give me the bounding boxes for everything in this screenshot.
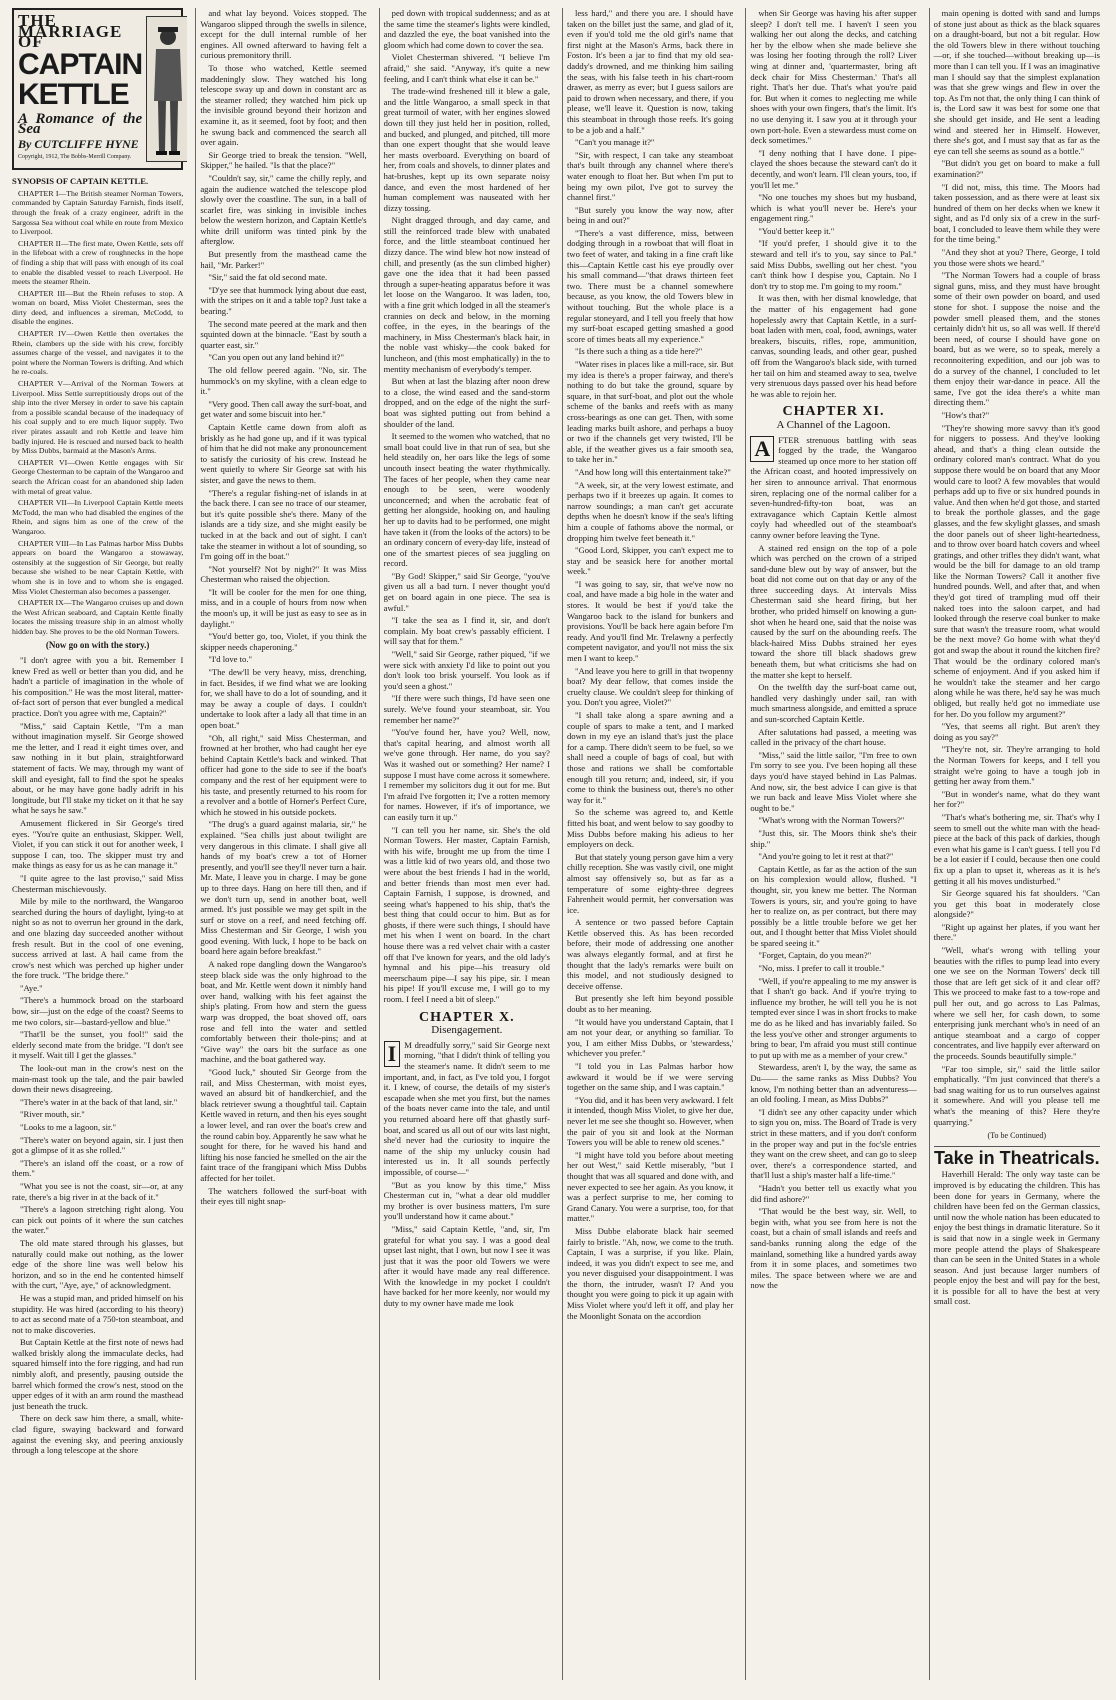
story-paragraph: "Is there such a thing as a tide here?": [574, 346, 703, 357]
story-paragraph: "It would have you understand Captain, that I am not your dear, or anything so familiar. To you, I am either Miss Dubbs, or 'stewardess,' whichever you prefer.": [566, 1016, 734, 1059]
story-paragraph: "I quite agree to the last proviso," said Miss Chesterman mischievously.: [12, 872, 184, 894]
story-paragraph: "Well, what's wrong with telling your beauties with the rifles to pump lead into every one we see on the Norman Towers' deck till those that are left get sick of it and clear off? This we proceed to make fast to a tow-rope and pull her out, and go across to Las Palmas, where we sell her, for cash down, to some enterprising junk merchant who's in need of an antique steamboat and a cargo of copper concentrates, and live happily ever afterward on the proceeds. Sounds beautifully simple.": [933, 945, 1100, 1061]
story-column-1: [12, 655, 183, 1456]
drop-cap: A: [750, 436, 774, 462]
story-paragraph: "Good luck," shouted Sir George from the rail, and Miss Chesterman, with moist eyes, waved an absurd bit of handkerchief, and the black retriever swung a thoughtful tail. Captain Kettle waved in return, and then his eyes sought a lower level, and ran over the boat's crew and the round cabin boy. Apparently he saw what he sought for there, for he waved his hand and lifting his nose fancied he smelled on the air the faint trace of the frangipani which Miss Dubbs affected for her toilet.: [200, 1067, 367, 1183]
story-paragraph: "I'd love to.": [208, 654, 252, 665]
story-paragraph: when Sir George was having his after supper sleep? I don't tell me. I haven't I seen you walking her out along the decks, and catching her by the elbow when she made believe she was losing her footing through the roll? Liver wing at dinner and, 'quartermaster, bring aft deck chair for Miss Chesterman.' That's all right. That's her due. That's what you're paid for. But when it comes to neglecting me while shoes with your own fingers, that's the limit. It's no use denying it. I saw you at it through your own port-hole. Even a stewardess must come on deck sometimes.": [750, 8, 917, 146]
masthead-subtitle: A Romance of the Sea: [18, 110, 143, 138]
sailor-illustration: [146, 16, 187, 162]
story-paragraph: "Just this, sir. The Moors think she's their ship.": [750, 827, 917, 849]
story-paragraph: "Looks to me a lagoon, sir.": [20, 1122, 117, 1132]
story-paragraph: "And leave you here to grill in that twopenny boat? My dear fellow, that comes inside the cruelty clause. We couldn't sleep for thinking of you. Don't you agree, Violet?": [566, 665, 734, 708]
story-paragraph: Captain Kettle, as far as the action of the sun on his complexion would allow, flushed. "I thought, sir, you knew me better. The Norman Towers is yours, sir, and you're going to have her to realize on, as per contract, but there may possibly be a little trouble before we get her out, and I thought better that Miss Violet should be spared seeing it.": [750, 863, 917, 948]
story-paragraph: "They're not, sir. They're arranging to hold the Norman Towers for keeps, and I tell you straight we're going to have a tough job in getting her away from them.": [933, 744, 1100, 787]
story-paragraph: "If there were such things, I'd have seen one surely. We've found your steamboat, sir. You remember her name?": [383, 693, 550, 725]
story-paragraph: M dreadfully sorry," said Sir George next morning, "that I didn't think of telling you the steamer's name. It didn't seem to me important, and, in fact, as I've told you, I forgot it. I knew, of course, the details of my sister's escapade when she met you first, but the names of the boats never came into the tale, and until you returned aboard here off that ghastly surf-boat, and scared us all out of our wits last night, she'd never had the curiosity to inquire the name of the ship my unlucky cousin had interested us in. It all sounds perfectly impossible, of course—": [383, 1039, 550, 1177]
story-paragraph: "And they shot at you? There, George, I told you those were shots we heard.": [933, 247, 1100, 268]
story-paragraph: main opening is dotted with sand and lumps of stone just about as thick as the black squares on a draught-board, but not a bit regular. How the old Towers blew in there without touching—or, if she touched—without breaking up—is more than I can tell you. If I was an imaginative man I should say that the simplest explanation was that she grew wings and flew in over the top. As I'm not that, the only thing I can think of is, the Lord saw it was best for some one that she should get inside, and He sent a leading wind and steered her in Himself. However, there she's got, and I must say that as far as the eye can tell she seems as sound as a bottle.": [933, 8, 1100, 156]
story-paragraph: "The drug's a guard against malaria, sir," he explained. "Sea chills just about twilight are very dangerous in this climate. I shall give all hands of my boat's crew a tot of Horner presently, and you'll see they'll never turn a hair. Mr. Mate, I leave you in charge. I may be gone up to three days. Hang on here till then, and if we don't turn up, send in another boat, well armed. It's just possible we may get spilt in the surf or stove on a reef, and need fetching off. Miss Chesterman and Sir George, I wish you good evening. With luck, I hope to be back on board here again before breakfast.": [200, 819, 367, 957]
story-paragraph: On the twelfth day the surf-boat came out, handled very dashingly under sail, ran with much smartness alongside, and emitted a spruce and sun-scorched Captain Kettle.: [750, 682, 917, 724]
synopsis-paragraph: CHAPTER IX—The Wangaroo cruises up and down the West African seaboard, and Captain Kettle finally locates the missing treasure ship in an almost wholly hidden bay. She proves to be the old Norman Towers.: [12, 598, 184, 636]
chapter-10-subtitle: Disengagement.: [431, 1024, 503, 1037]
divider: [934, 1146, 1100, 1147]
story-paragraph: Stewardess, aren't I, by the way, the same as Du—— the same ranks as Miss Dubbs? You know, I'm nothing better than an adventuress—an old fooling. I mean, as Miss Dubbs?": [750, 1062, 917, 1105]
story-paragraph: "Very good. Then call away the surf-boat, and get water and some biscuit into her.": [200, 398, 367, 420]
drop-cap: I: [384, 1041, 401, 1067]
story-paragraph: "I didn't see any other capacity under which to sign you on, miss. The Board of Trade is very strict in these matters, and if you don't conform in the proper way and put in the foc'sle entries they want on the crew sheet, and can go to sleep over, there's a correspondence started, and that'll lust a ship's master half a life-time.": [750, 1106, 917, 1181]
story-paragraph: "There's water on beyond again, sir. I just then got a glimpse of it as she rolled.": [12, 1134, 184, 1156]
synopsis-paragraph: CHAPTER IV—Owen Kettle then overtakes the Rhein, clambers up the side with his crew, forcibly assumes charge of the vessel, and navigates it to the point where the Norman Towers is drifting. And which he re-coals.: [12, 329, 184, 377]
column-1: [12, 8, 187, 1680]
synopsis: [12, 176, 183, 651]
story-paragraph: The watchers followed the surf-boat with their eyes till night snap-: [200, 1185, 367, 1207]
story-paragraph: "But didn't you get on board to make a full examination?": [933, 158, 1100, 179]
story-paragraph: Captain Kettle came down from aloft as briskly as he had gone up, and if it was typical of him that he did not make any pronouncement to satisfy the curiosity of his crew. Instead he went quietly to where Sir George sat with his sister, and gave the news to them.: [200, 421, 367, 485]
column-4: [562, 8, 737, 1680]
story-paragraph: The old mate stared through his glasses, but naturally could make out nothing, as the lower edge of the shore line was well below his horizon, and so in the end he contented himself with the curt, "Aye, aye," of acknowledgment.: [12, 1237, 184, 1291]
story-paragraph: "Aye.": [20, 982, 43, 993]
story-paragraph: "Can't you manage it?": [574, 137, 655, 148]
story-paragraph: But Captain Kettle at the first note of news had walked briskly along the immaculate decks, had squared himself into the fore rigging, and had run nimbly aloft, and presently, pausing outside the barrel which formed the crow's nest, stood on the upper edges of it with an arm round the masthead just beneath the truck.: [12, 1337, 184, 1411]
columns: [12, 8, 1104, 1680]
story-paragraph: "Water rises in places like a mill-race, sir. But my idea is there's a proper fairway, and there's nothing to do but take the ground, square by square, in that surf-boat, and plot out the whole scheme of the banks and reefs with as many cross-bearings as one can get. Then, with some leading marks built ashore, and perhaps a buoy or two if the channels get very twisted, I'll be able, if the weather gives us a fair smooth sea, to take her in.": [566, 359, 734, 465]
story-paragraph: FTER strenuous battling with seas fogged by the trade, the Wangaroo steamed up once more to her station off the African coast, and hooted impressively on her siren to announce arrival. That enormous siren, replacing one of the normal caliber for a seven-hundred-fifty-ton boat, was an extravagance which Captain Kettle almost coyly had wheedled out of the steamboat's canny owner before leaving the Tyne.: [750, 434, 917, 540]
story-paragraph: "Not yourself? Not by night?" It was Miss Chesterman who raised the objection.: [200, 563, 367, 585]
story-paragraph: "I was going to say, sir, that we've now no coal, and have made a big hole in the water and stores. It would be best if you'd take the Wangaroo back to the island for bunkers and provisions. You'll be back here again before I'm ready. And you'll find Mr. Trelawny a perfectly competent navigator, and you'll not miss the six men I want to keep.": [566, 578, 734, 664]
story-paragraph: "But in wonder's name, what do they want her for?": [933, 788, 1100, 810]
synopsis-paragraph: CHAPTER VII—In Liverpool Captain Kettle meets McTodd, the man who had disabled the engines of the Rhein, and signs him as one of the crew of the Wangaroo.: [12, 498, 184, 536]
story-paragraph: "What's wrong with the Norman Towers?": [758, 815, 905, 826]
synopsis-paragraph: CHAPTER VI—Owen Kettle engages with Sir George Chesterman to be captain of the Wangaroo and search the African coast for an abandoned ship laden with metal of great value.: [12, 457, 184, 496]
theatricals-heading: Take in Theatricals.: [933, 1147, 1100, 1168]
story-paragraph: The second mate peered at the mark and then squinted down at the binnacle. "East by south a quarter east, sir.": [200, 318, 367, 350]
story-paragraph: and what lay beyond. Voices stopped. The Wangaroo slipped through the swells in silence, except for the dull internal rumble of her engines. All owned afterward to having felt a curious premonitory thrill.: [200, 8, 367, 61]
story-paragraph: But presently she left him beyond possible doubt as to her meaning.: [566, 993, 734, 1015]
story-paragraph: But when at last the blazing after noon drew to a close, the wind eased and the sand-storm dropped, and on the edge of the night the surf-boat was sighted putting out from behind a shoulder of the land.: [383, 376, 550, 429]
synopsis-paragraph: CHAPTER III—But the Rhein refuses to stop. A woman on board, Miss Violet Chesterman, sees the dirty deed, and influences a sireman, McCodd, to disable the engines.: [12, 288, 184, 327]
story-paragraph: He was a stupid man, and prided himself on his stupidity. He was hired (according to his theory) to act as second mate of a 750-ton steamboat, and not to make discoveries.: [12, 1292, 184, 1335]
story-paragraph: "That's what's bothering me, sir. That's why I seem to smell out the white man with the head-piece at the back of this pack of darkies, though even what his game is I can't guess. I tell you I'd be a lot easier if I could, because then one could fix up a plan to upset it, whereas as it is he's getting it all his moves undisturbed.": [933, 811, 1100, 886]
story-paragraph: "You'd better go, too, Violet, if you think the skipper needs chaperoning.": [200, 631, 367, 652]
story-paragraph: Amusement flickered in Sir George's tired eyes. "You're quite an enthusiast, Skipper. Well, Violet, if you can stick it out for another week, I suppose I can, too. The skipper must try and make things as easy for us as he can manage it.": [12, 817, 184, 871]
newspaper-page: [12, 8, 1104, 1680]
story-paragraph: "Hadn't you better tell us exactly what you did find ashore?": [750, 1182, 917, 1204]
story-paragraph: A naked rope dangling down the Wangaroo's steep black side was the only highroad to the boat, and Mr. Kettle went down it nimbly hand over hand, walking with his feet against the ship's plating. From how and stern the guess warp was dropped, the boat shoved off, oars rose and fell into the water and settled comfortably between their thole-pins; and at "Give way" the oars bit the surface as one machine, and the boat gathered way.: [200, 959, 367, 1065]
masthead-author: By CUTCLIFFE HYNE: [18, 136, 139, 151]
story-paragraph: "Yes, that seems all right. But aren't they doing as you say?": [933, 721, 1100, 742]
chapter-10-title: CHAPTER X.: [419, 1009, 515, 1025]
story-paragraph: "I told you in Las Palmas harbor how awkward it would be if we were serving together on the same ship, and I was captain.": [566, 1061, 734, 1093]
story-paragraph: "Oh, all right," said Miss Chesterman, and frowned at her brother, who had caught her eye behind Captain Kettle's back and winked. That officer had gone to the side to see if the boat's company and the rest of her equipment were to his taste, and presently returned to his room for a revolver and a bottle of Horner's Perfect Cure, which he stowed in his outside pockets.: [200, 732, 367, 817]
synopsis-paragraph: CHAPTER V—Arrival of the Norman Towers at Liverpool. Miss Settle surreptitiously drops out of the ship into the river Mersey in order to save his captain from a possible scandal because of the inadequacy of his coal supply and to ere much liquor supply. Two river pirates assault and rob Kettle and leave him badly injured. He is rescued and nursed back to health by Miss Dubbs, barmaid at the Mason's Arms.: [12, 379, 184, 456]
synopsis-paragraph: CHAPTER II—The first mate, Owen Kettle, sets off in the lifeboat with a crew of roughnecks in the hope of finding a ship that will pass with enough of its coal to enable the disabled vessel to reach Liverpool. He meets the steamer Rhein.: [12, 238, 184, 287]
column-2: [195, 8, 370, 1680]
story-paragraph: "No, miss. I prefer to call it trouble.": [758, 963, 885, 974]
story-paragraph: "Well," said Sir George, rather piqued, "if we were sick with anxiety I'd like to point out you don't look too brisk yourself. You look as if you'd seen a ghost.": [383, 649, 550, 691]
story-paragraph: "That would be the best way, sir. Well, to begin with, what you see from here is not the coast, but a chain of small islands and reefs and sand-banks running along the edge of the mainland, something like a hundred yards away from it in some places, and sometimes two miles. The space between where we are and now the: [750, 1206, 917, 1291]
story-paragraph: After salutations had passed, a meeting was called in the privacy of the chart house.: [750, 726, 917, 748]
story-paragraph: "Can you open out any land behind it?": [208, 352, 344, 363]
story-paragraph: To those who watched, Kettle seemed maddeningly slow. They watched his long telescope sway up and down in constant arc as the steamer rolled; they watched him pick up the invisible ground beyond their horizon and examine it, as it seemed, foot by foot; and then he swung back and commenced the search all over again.: [200, 62, 367, 148]
story-paragraph: It seemed to the women who watched, that no small boat could live in that run of sea, but she held steadily on, her oars like the legs of some uncouth insect beating the water rhythmically. The faces of her people, when they came near enough to be seen, were woodenly unconcerned; and when the acrobatic feat of getting her alongside, hooking on, and hauling her up to davits had to be performed, one might have taken it (from the looks of the actors) to be an ordinary concern of every-day life, instead of one of the smartest pieces of sea juggling on record.: [383, 431, 550, 569]
story-paragraph: "It will be cooler for the men for one thing, miss, and in a couple of hours from now when the moon's up, it will be just as easy to see as in daylight.": [200, 586, 367, 629]
story-paragraph: "There's a regular fishing-net of islands in at the back there. I can see no trace of our steamer, but it's quite possible she's there. Many of the islands are a tidy size, and she might easily be tucked in at the back and out of sight. I can't take the steamer in without a lot of sounding, so I'm going off in the boat.": [200, 487, 367, 562]
story-paragraph: "I don't agree with you a bit. Remember I knew Fred as well or better than you did, and he hadn't a particle of imagination in the whole of his composition." He was the most literal, matter-of-fact sort of person that ever bungled a medical practice. Don't you agree with me, Captain?": [12, 655, 184, 719]
story-paragraph: "I shall take along a spare awning and a couple of spars to make a tent, and I marked down in my eye an island that's just the place for a camp. There didn't seem to be fuel, so we shall need a couple of bags of coal, but with those and rations we shall be comfortable enough till you return; and, indeed, sir, if you come to think the business out, there's no other way for it.": [566, 710, 734, 805]
story-paragraph: "There's a lagoon stretching right along. You can pick out points of it where the sun catches the water.": [12, 1204, 184, 1236]
story-paragraph: "Forget, Captain, do you mean?": [758, 950, 872, 961]
story-paragraph: Miss Dubbe elaborate black hair seemed fairly to bristle. "Ah, now, we come to the truth. Captain, I was a surprise, if you like. Plain, indeed, it was you didn't expect to see me, and you never disguised your disappointment. I was the thorn, the intruder, wasn't I? And you thought you were going to pick it up again with Miss Violet where you'd left it off, and play her the Moonlight Sonata on the accordion: [566, 1225, 734, 1321]
story-paragraph: So the scheme was agreed to, and Kettle fitted his boat, and went below to say goodby to Miss Dubbs before making his adieus to her employers on deck.: [566, 807, 734, 850]
column-6: [929, 8, 1104, 1680]
story-paragraph: "No one touches my shoes but my husband, which is what you'll never be. Here's your engagement ring.": [750, 192, 917, 224]
theatricals-text: Haverhill Herald: The only way taste can be improved is by educating the children. This has been done for years in Germany, where the children have been fed on the German classics, until now the whole nation has been educated to enjoy the best things in dramatic literature. So it is said that now in a single week in Germany more people attend the plays of Shakespeare than can be seen in the United States in a whole season. And just because larger numbers of people enjoy the best and will pay for the best, it is possible for all to have the best at very small cost.: [933, 1169, 1100, 1307]
story-paragraph: "How's that?": [941, 409, 990, 420]
story-paragraph: "But as you know by this time," Miss Chesterman cut in, "what a dear old muddler my brother is over business matters, I'm sure you'll understand how it came about.": [383, 1179, 550, 1222]
masthead-text: [18, 11, 143, 162]
story-paragraph: "Miss," said Captain Kettle, "I'm a man without imagination myself. Sir George showed me the letter, and I read it eight times over, and saw nothing in it but plain, straightforward statement of facts. We may, through my want of skill and eyesight, fall to find the spot he speaks about, or he may have gone badly adrift in his longitude, but I'll stake my ticket on it that he say what he says he saw.": [12, 720, 184, 816]
story-paragraph: But presently from the masthead came the hail, "Mr. Parker!": [200, 249, 367, 270]
masthead-copyright: Copyright, 1912, The Bobbs-Merrill Company.: [18, 153, 132, 160]
story-paragraph: "A week, sir, at the very lowest estimate, and perhaps two if it breezes up again. It comes to narrow soundings; a man can't get accurate depths when he doesn't know if the sea's lifting him a couple of fathoms above the normal, or dropping him twelve feet beneath it.": [566, 479, 734, 543]
story-paragraph: "But surely you know the way now, after being in and out?": [566, 204, 734, 226]
story-paragraph: "I deny nothing that I have done. I pipe-clayed the shoes because the steward can't do it decently, and won't learn. I'll clean yours, too, if you'll let me.": [750, 147, 917, 190]
story-paragraph: "And you're going to let it rest at that?": [758, 851, 894, 862]
story-paragraph: "Couldn't say, sir," came the chilly reply, and again the audience watched the telescope plod slowly over the coastline. The sun, in a ball of scarlet fire, was sinking in invisible inches below the western horizon, and Captain Kettle's white drill uniform was tinted pink by the afterglow.: [200, 172, 367, 247]
story-paragraph: "The Norman Towers had a couple of brass signal guns, miss, and they must have brought some of their own powder on board, and used stone for shot. I suppose the noise and the powder smell pleased them, and the stones certainly didn't hit us, so all was well. If there'd been need, of course I should have gone on board, but as we were, so to speak, merely a reconnoitering expedition, and our job was to do a survey of the channel, I concluded to let them enjoy their war-dance in peace. All the same, I've got the idea there's a white man directing them.": [933, 270, 1100, 408]
to-be-continued: (To be Continued): [987, 1131, 1047, 1141]
sailor-figure-icon: [148, 21, 187, 161]
story-paragraph: "That'll be the sunset, you fool!" said the elderly second mate from the bridge. "I don't see it myself. Wait till I get the glasses.": [12, 1029, 184, 1061]
story-paragraph: "Far too simple, sir," said the little sailor emphatically. "I'm just convinced that there's a bad snag waiting for us to run ourselves against it somewhere. And will you please tell me what's the meaning of this? Here they're quarrying.": [933, 1063, 1100, 1127]
story-paragraph: "You'd better keep it.": [758, 225, 835, 236]
story-paragraph: "I can tell you her name, sir. She's the old Norman Towers. Her master, Captain Farnish, with his wife, brought me up from the time I was a little kid of two years old, and those two were about the best friends I had in the world, and better friends than most men ever had. Captain Farnish, I suppose, is drowned, and seeing what's happened to his ship, that's the best thing that could occur to him. But as for ghosts, if there were such things, I should have met his when I went on board. In the chart house there was a red velvet chair with a caster off that I've known for years, and the old lady's hymnal and his pipe—his treasury old meerschaum pipe—I say his pipe, sir. I mean his pipe! If you'll excuse me, I will go to my room. I feel I need a bit of sleep.": [383, 824, 550, 1005]
story-paragraph: "River mouth, sir.": [20, 1109, 85, 1120]
masthead-title: CAPTAIN KETTLE: [18, 47, 143, 111]
story-paragraph: "I did not, miss, this time. The Moors had taken possession, and as there were at least six hundred of them on her decks when we knew it sight, and as I'd only six of a crew in the surf-boat, I concluded to leave them while they were for the time being.": [933, 181, 1100, 245]
column-3: [379, 8, 554, 1680]
story-paragraph: There on deck saw him there, a small, white-clad figure, swaying backward and forward against the evening sky, and peering anxiously through a long telescope at the shore: [12, 1413, 184, 1456]
story-paragraph: "And how long will this entertainment take?": [574, 466, 731, 477]
story-paragraph: "Good Lord, Skipper, you can't expect me to stay and be seasick here for another mortal week.": [566, 545, 734, 577]
story-paragraph: "Sir, with respect, I can take any steamboat that's built through any channel where there's water enough to float her. But when I'm put to being my own pilot, I've got to survey the channel first.": [566, 149, 734, 203]
story-paragraph: The look-out man in the crow's nest on the main-mast took up the tale, and the pair bawled down their news disagreeing.: [12, 1063, 184, 1095]
masthead-the: THE MARRIAGE OF: [18, 11, 123, 52]
masthead: [12, 8, 183, 170]
story-paragraph: Mile by mile to the northward, the Wangaroo searched during the hours of daylight, lying-to at night so as not to overrun her ground in the dark, and one blazing day succeeded another without fresh result. But in the cool of one evening, success arrived at last. A hail came from the crow's nest which was perched up higher under the fore truck. "The bridge there.": [12, 896, 184, 981]
story-paragraph: Night dragged through, and day came, and still the reinforced trade blew with unabated force, and the little steamboat continued her dizzy dance. The wind blew hot now instead of chill, and presently (as the sun climbed higher) gave one the idea that it had been passed through a super-heating apparatus before it was let loose on the Wangaroo. It was laden, too, with a fine grit which lodged in all the steamer's crannies on deck and below, in the morning coffee, in the eyes, in the bearings of the machinery, in Miss Chesterman's black hair, in the noble vast whisky—the cook baked for luncheon, and (this most emphatically) in the to mentity mechanism of everybody's temper.: [383, 215, 550, 374]
story-paragraph: "I take the sea as I find it, sir, and don't complain. My boat crew's passably efficient. I will say that for them.": [383, 615, 550, 647]
story-paragraph: "Right up against her plates, if you want her there.": [933, 921, 1100, 943]
story-paragraph: "Miss," said the little sailor, "I'm free to own I'm sorry to see you. I've been hoping all these days you'd have stayed behind in Las Palmas. And now, sir, the best advice I can give is that we run back and leave Miss Violet where she ought to be.": [750, 749, 917, 813]
story-paragraph: "I might have told you before about meeting her out West," said Kettle miserably, "but I thought that was all squared and done with, and never expected to see her again. As you know, it was a perfect surprise to me, her coming to Grand Canary. You were a surprise, too, for that matter.": [566, 1149, 734, 1224]
story-paragraph: "D'ye see that hummock lying about due east, with the stripes on it and a table top? Just take a bearing.": [200, 284, 367, 317]
story-paragraph: The old fellow peered again. "No, sir. The hummock's on my skyline, with a clean edge to it.": [200, 365, 367, 397]
story-paragraph: "By God! Skipper," said Sir George, "you've given us all a bad turn. I never thought you'd get on board again in one piece. The sea is awful.": [383, 570, 550, 613]
story-paragraph: But that stately young person gave him a very chilly reception. She was vastly civil, one might almost say offensively so, but as far as a temperature of some eighty-three degrees Fahrenheit would permit, her conversation was ice.: [566, 851, 734, 915]
story-paragraph: less hard," and there you are. I should have taken on the billet just the same, and glad of it, even if you'd told me the old girl's name that first night at the Mason's Arms, back there in Foston. It's been a jar to find that my old sea-daddy's drowned, and me thinking him sailing the seas, with his false teeth in his chart-room drawer, as merry as ever; but I guess sailors are paid to drown when necessary, and there, if you please, we'll leave it. Question is now, taking this steamboat in through those reefs. It's going to be a job and a half.": [566, 8, 734, 135]
story-paragraph: "Miss," said Captain Kettle, "and, sir, I'm grateful for what you say. I was a good deal upset last night, that I own, but now I see it was just that it was the poor old Towers we were after it would have made any real difference. With the knowledge in my pocket I couldn't have backed for her more keenly, nor would my duty to my owner have made me look: [383, 1223, 550, 1309]
story-paragraph: "There's a hummock broad on the starboard bow, sir—just on the edge of the coast? Seems to me two colors, sir—bastard-yellow and blue.": [12, 995, 184, 1027]
story-paragraph: "The dew'll be very heavy, miss, drenching, in fact. Besides, if we find what we are looking for, we shall have to do a lot of sounding, and it may be away a couple of days. I couldn't undertake to look after a lady all that time in an open boat.": [200, 667, 367, 730]
synopsis-paragraph: CHAPTER I—The British steamer Norman Towers, commanded by Captain Saturday Farnish, finds itself, through the freak of a crazy engineer, adrift in the Sargossa Sea without coal while en route from Mexico to Liverpool.: [12, 188, 184, 237]
story-paragraph: "There's a vast difference, miss, between dodging through in a rowboat that will float in two feet of water, and taking in a fine craft like this—Captain Kettle cast his eye proudly over his small command—"that draws thirteen feet two. There must be a channel somewhere because, as you know, the old Towers blew in without touching. But the whole place is a regular stoneyard, and I tell you freely that how my surf-boat escaped getting smashed a good score of times beats all my experience.": [566, 227, 734, 344]
story-paragraph: ped down with tropical suddenness; and as at the same time the steamer's lights were kindled, and dazzled the eye, the boat vanished into the gloom which had come down to cover the sea.: [383, 8, 550, 50]
story-paragraph: Violet Chesterman shivered. "I believe I'm afraid," she said. "Anyway, it's quite a new feeling, and I can't think what else it can be.": [383, 52, 550, 84]
column-5: [745, 8, 920, 1680]
story-paragraph: Sir George tried to break the tension. "Well, Skipper," he hailed. "Is that the place?": [200, 149, 367, 171]
story-paragraph: A stained red ensign on the top of a pole which was perched on the crown of a striped sand-dune blew out by way of answer, but the boat did not come out on that day or any of the three succeeding days. At intervals Miss Chesterman said she heard firing, but her brother, who prided himself on knowing a gun-shot when he heard one, said that the noise was caused by the surf on the abounding reefs. The black-haired Miss Dubbs strained her eyes toward the shore till black shadows grew beneath them, but what criticisms she had on the matter she kept to herself.: [750, 542, 917, 680]
story-paragraph: "You've found her, have you? Well, now, that's capital hearing, and almost worth all we've gone through. Her name, do you say? Was it washed out or something? Her name? I suppose I must have come across it somewhere. I remember my solicitors dug it out for me. But I'm afraid I've forgotten it; I've a rotten memory for names. However, if it's of importance, we can easily turn it up.": [383, 727, 550, 822]
story-paragraph: The trade-wind freshened till it blew a gale, and the little Wangaroo, a small speck in that great turmoil of water, with her engines slowed down till they just held her in position, rolled, and bucked, and plunged, and pitched, till more than one expert thought that she would leave her masts overboard. Everything on board of her, from coals and shovels, to dinner plates and hat-brushes, kept up its own separate noisy dance, and even the most hardened of her human complement was nauseated with her dizzy tossing.: [383, 86, 550, 213]
chapter-11-subtitle: A Channel of the Lagoon.: [776, 418, 891, 431]
synopsis-paragraph: CHAPTER VIII—In Las Palmas harbor Miss Dubbs appears on board the Wangaroo a stowaway, ostensibly at the suggestion of Sir George, but really because she wished to be near Captain Kettle, with whom she is in love and to whom she is engaged. Miss Violet Chesterman also becomes a passenger.: [12, 538, 184, 596]
synopsis-notice: (Now go on with the story.): [45, 640, 150, 651]
synopsis-heading: SYNOPSIS OF CAPTAIN KETTLE.: [12, 176, 149, 187]
story-paragraph: "Well, if you're appealing to me my answer is that I shan't go back. And if you're trying to influence my brother, he will tell you he is not tempted ever since I was in short frocks to make me do as he liked and has invariably failed. So the less you've other and stronger arguments to bring to bear, I'm afraid you must still continue to put up with me as a member of your crew.": [750, 975, 917, 1060]
story-paragraph: A sentence or two passed before Captain Kettle observed this. As has been recorded before, their mode of addressing one another was always elegantly formal, and at first he thought that the lady's remarks were built on this model, and not studiously designed to deceive offense.: [566, 917, 734, 991]
story-paragraph: "There's an island off the coast, or a row of them.": [12, 1157, 184, 1179]
story-paragraph: It was then, with her dismal knowledge, that the matter of his engagement had gone hopelessly awry that Captain Kettle, in a surf-boat laden with men, coal, food, awnings, water breakers, biscuits, rifles, rope, ammunition, canvas, sounding leads, and other gear, pushed off from the Wangaroo's black side, with turned her tail on him and steamed away to sea, twelve very strenuous days passed over his head before he was able to rejoin her.: [750, 293, 917, 399]
story-paragraph: "Sir," said the fat old second mate.: [208, 272, 328, 283]
story-paragraph: "If you'd prefer, I should give it to the steward and tell it's to you, say since to Pal." said Miss Dubbs, swelling out her chest. "you can't think how I despise you, Captain. No I don't try to stop me. I'm going to my room.": [750, 238, 917, 291]
story-paragraph: "There's water in at the back of that land, sir.": [20, 1096, 178, 1107]
story-paragraph: "What you see is not the coast, sir—or, at any rate, there's a big river in at the back of it.": [12, 1180, 184, 1202]
chapter-11-title: CHAPTER XI.: [782, 404, 885, 420]
story-paragraph: Sir George squared his fat shoulders. "Can you get this boat in moderately close alongside?": [933, 888, 1100, 920]
story-paragraph: "You did, and it has been very awkward. I felt it intended, though Miss Violet, to give her due, never let me see she thought so. However, when the pair of you sit and look at the Norman Towers you will be able to renew old scenes.": [566, 1094, 734, 1148]
story-paragraph: "They're showing more savvy than it's good for niggers to possess. And they've looking ahead, and that's a thing clean outside the ordinary colored man's contract. What do you suppose there would be on board that any Moor would care to loot? A few movables that would perhaps add up to five or six hundred pounds in value. And then when he'd got those, and started to break the porthole glasses, and the gage glasses, and the few skylight glasses, and smash the door panels out of sheer light-heartedness, and to throw over board hatch covers and wheel gratings, and other trifles they didn't want, what would be the bill for damage to an old tramp like the Norman Towers? Call it another five hundred pounds. Well, and after that, and when they'd got tired of trampling mud off their naked toes into the saloon carpet, and had looked through the reserve coal bunker to make sure that wasn't the treasure room, what would be the next move? Go home with what they'd got and swap the about it round the kitchen fire? That would be the ordinary colored man's scheme of enjoyment. And if you asked him if he wouldn't take the steamer and her cargo along while he was there, he'd say he was much obliged, but really he'd got no immediate use for her. Do you follow my argument?": [933, 422, 1100, 719]
